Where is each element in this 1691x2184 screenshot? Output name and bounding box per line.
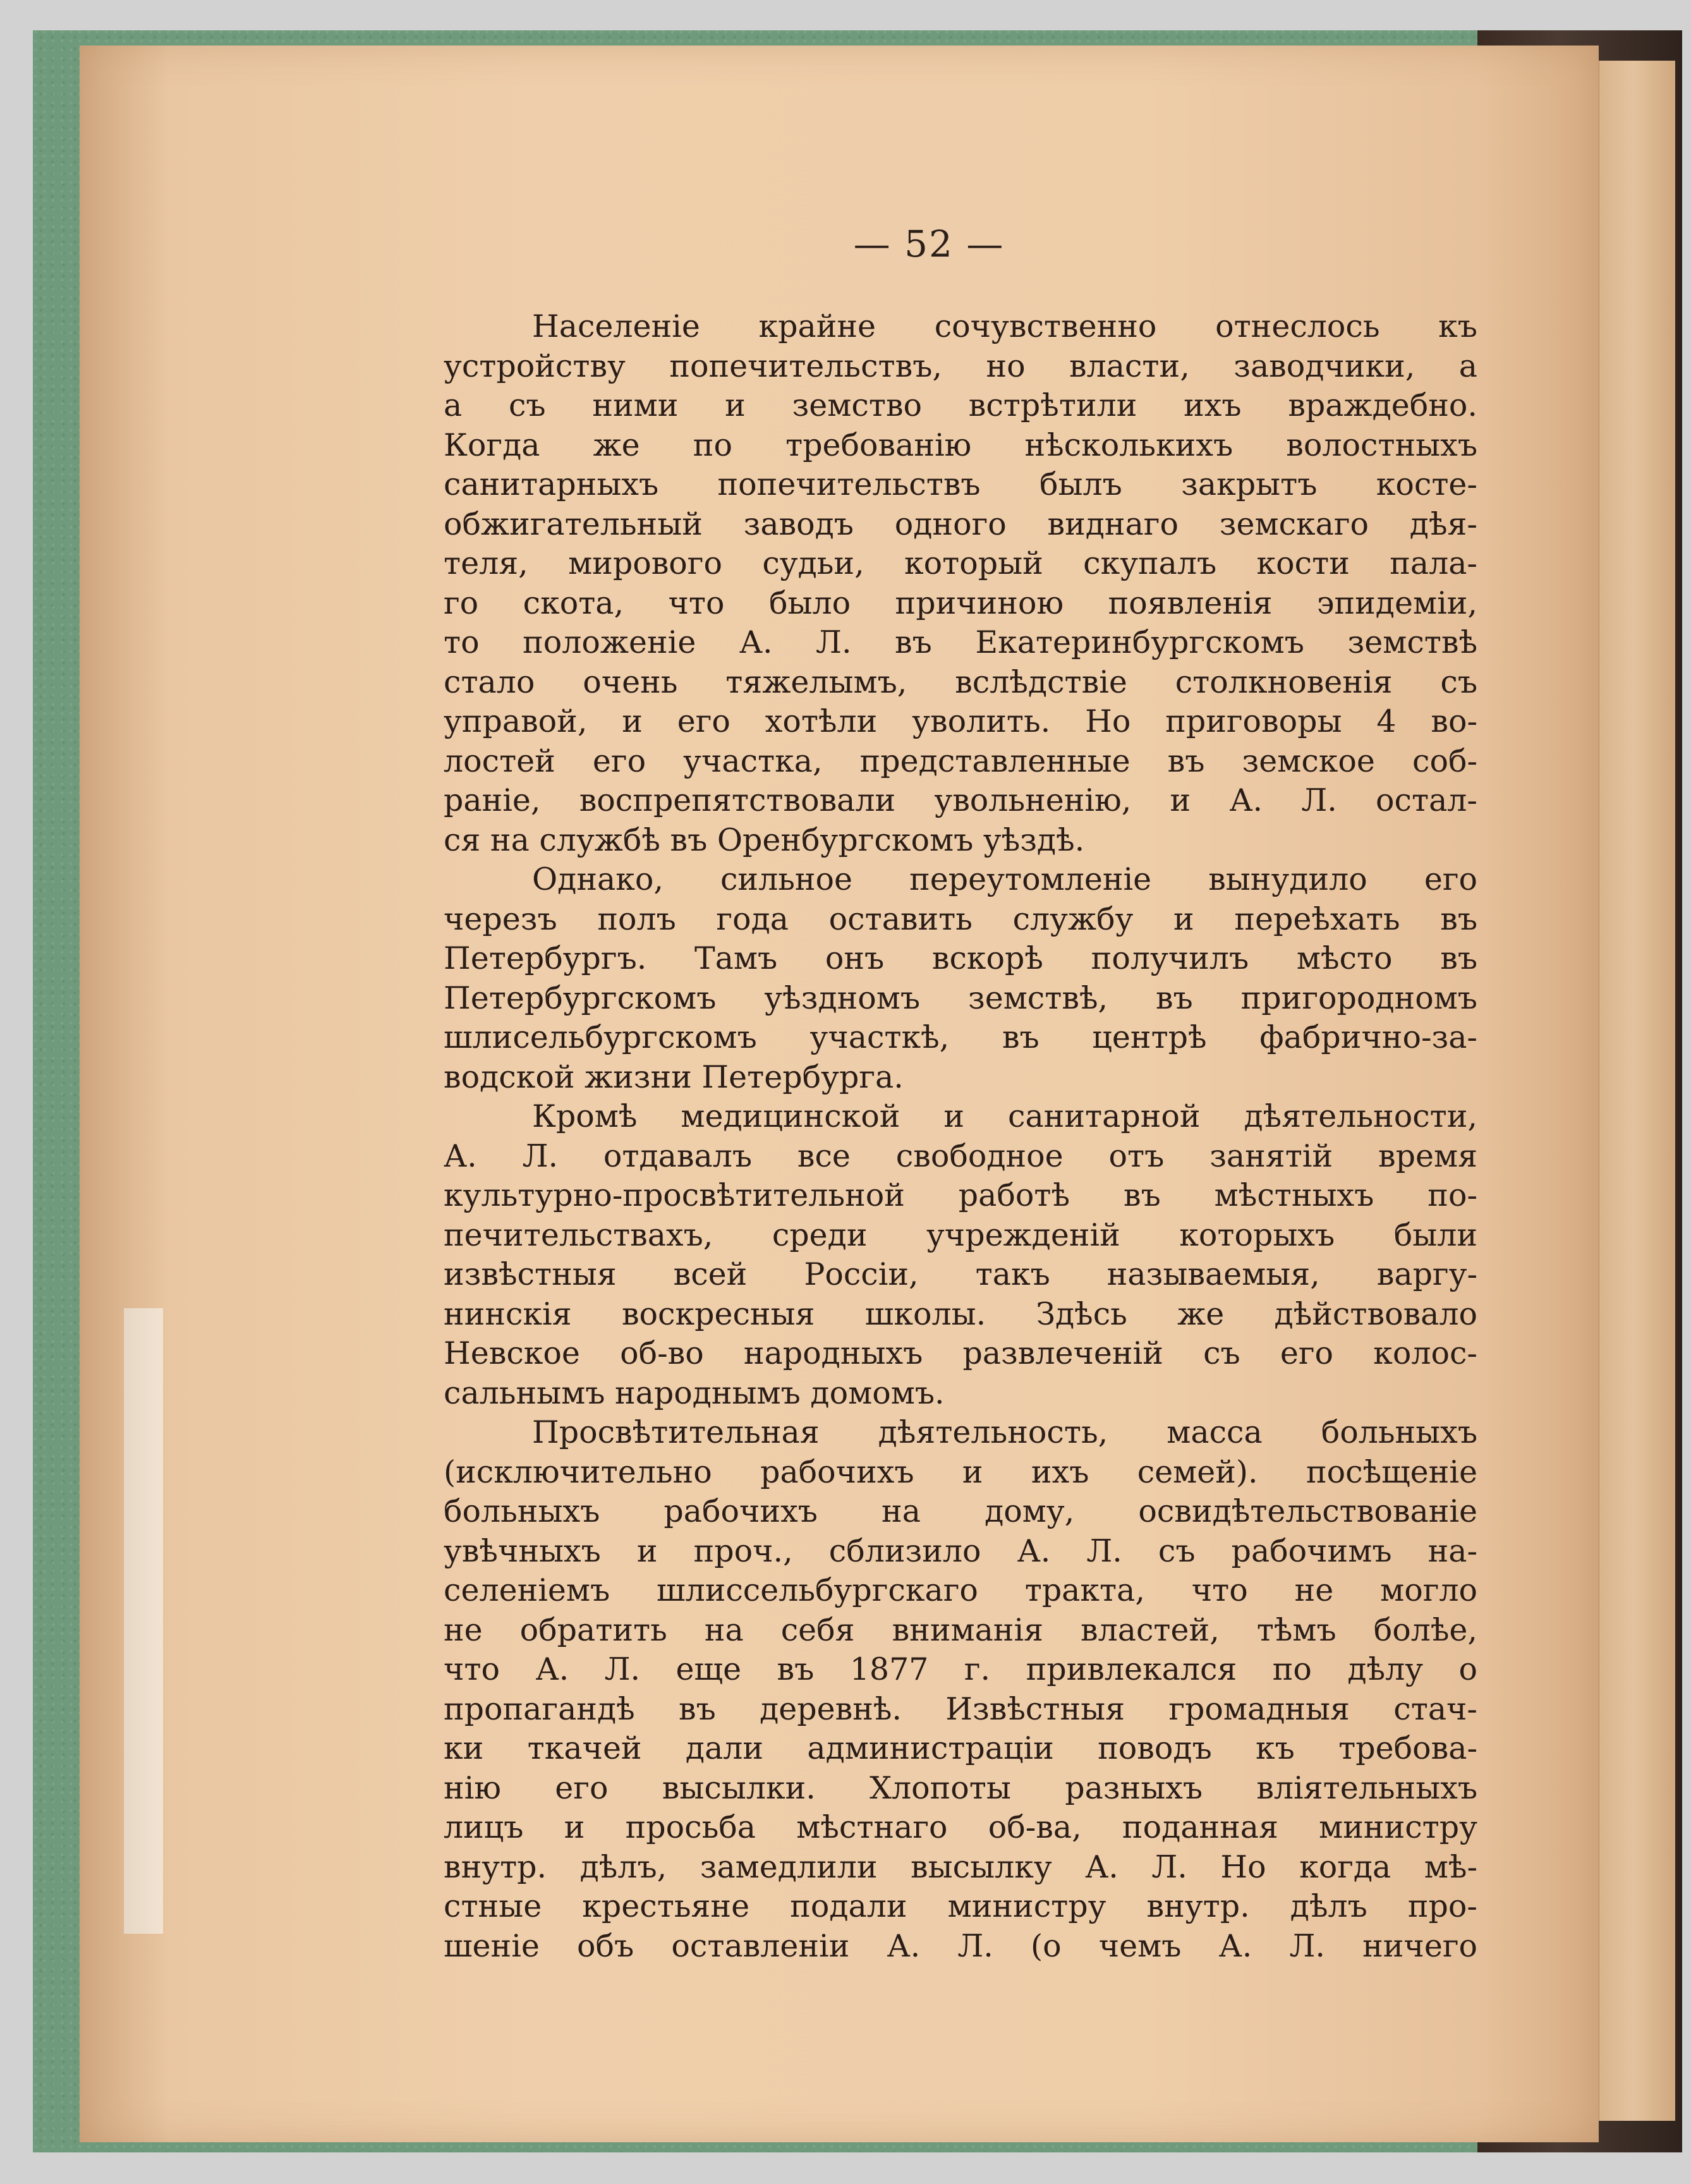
text-line: что А. Л. еще въ 1877 г. привлекался по дѣлу о — [444, 1651, 1477, 1687]
text-line: нинскія воскресныя школы. Здѣсь же дѣйствовало — [444, 1295, 1477, 1332]
text-line: то положеніе А. Л. въ Екатеринбургскомъ земствѣ — [444, 624, 1477, 660]
text-line: Петербургскомъ уѣздномъ земствѣ, въ пригородномъ — [444, 980, 1477, 1016]
text-line: ки ткачей дали администраціи поводъ къ требова- — [444, 1730, 1477, 1766]
page-number: — 52 — — [853, 222, 1005, 265]
text-line: обжигательный заводъ одного виднаго земскаго дѣя- — [444, 506, 1477, 542]
text-line: управой, и его хотѣли уволить. Но приговоры 4 во- — [444, 703, 1477, 739]
text-line: пропагандѣ въ деревнѣ. Извѣстныя громадныя стач- — [444, 1690, 1477, 1727]
text-line: лицъ и просьба мѣстнаго об-ва, поданная министру — [444, 1809, 1477, 1845]
text-line: культурно-просвѣтительной работѣ въ мѣстныхъ по- — [444, 1177, 1477, 1213]
adjacent-page-edge — [1597, 61, 1675, 2121]
text-line: сальнымъ народнымъ домомъ. — [444, 1374, 945, 1411]
text-line: Однако, сильное переутомленіе вынудило его — [532, 861, 1477, 897]
text-line: а съ ними и земство встрѣтили ихъ враждебно. — [444, 387, 1477, 423]
text-line: внутр. дѣлъ, замедлили высылку А. Л. Но когда мѣ- — [444, 1848, 1477, 1885]
text-line: раніе, воспрепятствовали увольненію, и А. Л. остал- — [444, 782, 1477, 818]
text-line: стало очень тяжелымъ, вслѣдствіе столкновенія съ — [444, 664, 1477, 700]
text-line: Невское об-во народныхъ развлеченій съ его колос- — [444, 1335, 1477, 1371]
text-line: (исключительно рабочихъ и ихъ семей). посѣщеніе — [444, 1453, 1477, 1490]
text-line: нію его высылки. Хлопоты разныхъ вліятельныхъ — [444, 1769, 1477, 1806]
text-line: го скота, что было причиною появленія эпидеміи, — [444, 585, 1477, 621]
text-line: извѣстныя всей Россіи, такъ называемыя, варгу- — [444, 1256, 1477, 1292]
text-line: ся на службѣ въ Оренбургскомъ уѣздѣ. — [444, 822, 1085, 858]
text-line: не обратить на себя вниманія властей, тѣмъ болѣе, — [444, 1611, 1477, 1648]
text-line: А. Л. отдавалъ все свободное отъ занятій время — [444, 1138, 1477, 1174]
text-line: водской жизни Петербурга. — [444, 1059, 904, 1095]
text-line: черезъ полъ года оставить службу и переѣхать въ — [444, 901, 1477, 937]
text-line: Населеніе крайне сочувственно отнеслось къ — [532, 308, 1477, 344]
text-line: больныхъ рабочихъ на дому, освидѣтельствованіе — [444, 1493, 1477, 1529]
text-line: печительствахъ, среди учрежденій которыхъ были — [444, 1216, 1477, 1253]
text-line: Кромѣ медицинской и санитарной дѣятельности, — [532, 1098, 1477, 1134]
text-line: лостей его участка, представленные въ земское соб- — [444, 743, 1477, 779]
text-line: Петербургъ. Тамъ онъ вскорѣ получилъ мѣсто въ — [444, 940, 1477, 976]
text-line: Когда же по требованію нѣсколькихъ волостныхъ — [444, 427, 1477, 463]
body-text — [444, 307, 1477, 1966]
text-line: увѣчныхъ и проч., сблизило А. Л. съ рабочимъ на- — [444, 1532, 1477, 1569]
text-line: шеніе объ оставленіи А. Л. (о чемъ А. Л. ничего — [444, 1927, 1477, 1964]
text-line: санитарныхъ попечительствъ былъ закрытъ косте- — [444, 466, 1477, 502]
gutter-paper-strip — [124, 1308, 163, 1934]
text-line: устройству попечительствъ, но власти, заводчики, а — [444, 348, 1477, 384]
text-line: стные крестьяне подали министру внутр. дѣлъ про- — [444, 1888, 1477, 1924]
text-line: теля, мирового судьи, который скупалъ кости пала- — [444, 545, 1477, 581]
text-line: селеніемъ шлиссельбургскаго тракта, что не могло — [444, 1572, 1477, 1608]
text-line: шлисельбургскомъ участкѣ, въ центрѣ фабрично-за- — [444, 1019, 1477, 1055]
text-line: Просвѣтительная дѣятельность, масса больныхъ — [532, 1414, 1477, 1450]
